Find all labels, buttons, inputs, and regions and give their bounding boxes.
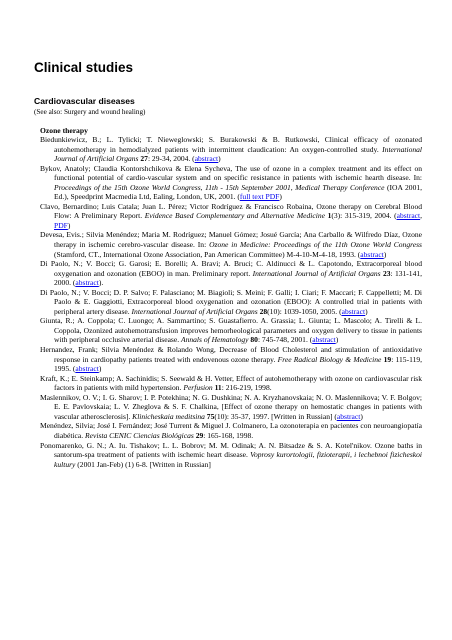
reference-text: Devesa, Evis.; Silvia Menéndez; Maria M. Rodríguez; Manuel Gómez; Josué García; Ana Carballo & Wilfredo Díaz, Ozone therapy in ischemic cerebro-vascular disease. In: xyxy=(40,230,422,250)
abstract-link[interactable]: abstract xyxy=(396,211,421,221)
reference-details: (2001 Jan-Feb) (1) 6-8. [Written in Russian] xyxy=(75,459,211,469)
reference-text: Maslennikov, O. V.; I. G. Sharov; I. P. Potekhina; N. G. Dushkina; N. A. Kryzhanovskaia; N. O. Maslennikova; V. F. Bolgov; E. E. Pavlovskaia; L. V. Zheglova & S. F. Chalkina, [Effect of ozone therapy on hemostatic changes in patients with vascular atherosclerosis]. xyxy=(40,392,422,421)
reference-end: ) xyxy=(383,249,387,259)
reference-text: Di Paolo, N.; V. Bocci; D. P. Salvo; F. Palasciano; M. Biagioli; S. Meini; F. Galli; I. Ciari; F. Maccari; F. Cappelletti; M. Di Paolo & E. Gaggiotti, Extracorporeal blood oxygenation and ozonation (EBOO): A controlled trial in patients with peripheral artery disease. xyxy=(40,287,422,316)
reference-details: (10): 35-37, 1997. [Written in Russian] ( xyxy=(214,411,337,421)
page-heading: Clinical studies xyxy=(34,60,134,75)
reference-end: ) xyxy=(279,192,282,202)
journal-title: International Journal of Artificial Organs xyxy=(54,144,422,164)
journal-title: Revista CENIC Ciencias Biológicas xyxy=(85,430,194,440)
reference-entry xyxy=(40,316,422,345)
reference-details: : 745-748, 2001. ( xyxy=(257,335,313,345)
reference-text: Bykov, Anatoly; Claudia Kontorshchikova & Elena Sycheva, The use of ozone in a complex treatment and its effect on functional potential of cardio-vascular system and on specific resistance in patients with ischemic hearth disease. In: xyxy=(40,163,422,183)
reference-details: : 115-119, 1995. ( xyxy=(54,354,423,374)
reference-end: ) xyxy=(365,306,368,316)
journal-title: Perfusion xyxy=(183,383,213,393)
reference-details: : 216-219, 1998. xyxy=(221,383,272,393)
reference-entry xyxy=(40,164,422,202)
separator: , xyxy=(420,211,423,221)
reference-entry xyxy=(40,259,422,288)
abstract-link[interactable]: full text PDF xyxy=(239,192,280,202)
volume: 19 xyxy=(381,354,392,364)
reference-entry xyxy=(40,135,422,164)
reference-entry xyxy=(40,374,422,393)
reference-text: Menéndez, Silvia; José I. Fernández; José Turrent & Miguel J. Colmanero, La ozonoterapia en pacientes con neuroangiopatía diabética. xyxy=(40,421,422,440)
reference-details: (3): 315-319, 2004. ( xyxy=(331,211,397,221)
volume: 80 xyxy=(248,335,258,345)
journal-title: Voprosy kurortologii, fizioterapii, i lechebnoi fizicheskoi kultury xyxy=(54,450,422,469)
journal-title: Klinicheskaia meditsina xyxy=(132,411,205,421)
reference-text: Di Paolo, N.; V. Bocci; G. Garosi; E. Borelli; A. Bravi; A. Bruci; C. Aldinucci & L. Capotondo, Extracorporeal blood oxygenation and ozonation (EBOO) in man. Preliminary report. xyxy=(40,259,422,278)
reference-details: : 131-141, 2000. ( xyxy=(54,268,422,288)
pdf-link[interactable]: PDF xyxy=(54,220,68,230)
volume: 1 xyxy=(324,211,332,221)
reference-entry xyxy=(40,441,422,470)
volume: 29 xyxy=(193,430,204,440)
journal-title: International Journal of Artificial Organs xyxy=(252,268,381,278)
reference-details: (Stamford, CT., International Ozone Association, Pan American Committee) M-4-10-M-4-18, 1993. ( xyxy=(54,249,361,259)
journal-title: Free Radical Biology & Medicine xyxy=(277,354,382,364)
journal-title: Annals of Hematology xyxy=(181,335,249,345)
journal-title: Ozone in Medicine: Proceedings of the 11th Ozone World Congress xyxy=(209,240,422,250)
reference-text: Kraft, K.; E. Steinkamp; A. Sachinidis; S. Seewald & H. Vetter, Effect of autohemotherapy with ozone on cardiovascular risk factors in patients with mild hypertension. xyxy=(40,373,422,393)
abstract-link[interactable]: abstract xyxy=(75,364,99,374)
reference-details: (IOA 2001, Ed.), Speedprint Macmedia Ltd, Ealing, London, UK, 2001. ( xyxy=(54,182,423,202)
journal-title: International Journal of Artificial Organs xyxy=(131,306,258,316)
section-title: Cardiovascular diseases xyxy=(34,96,135,106)
reference-entry xyxy=(40,421,422,440)
reference-end: ) xyxy=(218,154,221,164)
abstract-link[interactable]: abstract xyxy=(341,306,366,316)
abstract-link[interactable]: abstract xyxy=(336,411,361,421)
reference-text: Hernandez, Frank; Silvia Menéndez & Rolando Wong, Decrease of Blood Cholesterol and stimulation of antioxidative response in cardiopathy patients treated with endovenous ozone therapy. xyxy=(40,345,422,364)
reference-text: Biedunkiewicz, B.; L. Tylicki; T. Nieweglowski; S. Burakowski & B. Rutkowski, Clinical efficacy of ozonated autohemotherapy in hemodialyzed patients with intermittent claudication: An oxygen-controlled study. xyxy=(40,135,422,154)
reference-text: Clavo, Bernardino; Luis Catala; Juan L. Pérez; Victor Rodríguez & Francisco Robaina, Ozone therapy on Cerebral Blood Flow: A Preliminary Report. xyxy=(40,201,422,221)
abstract-link[interactable]: abstract xyxy=(312,335,336,345)
reference-text: Giunta, R.; A. Coppola; C. Luongo; A. Sammartino; S. Guastafierro. A. Grassia; L. Giunta; L. Mascolo; A. Tirelli & L. Coppola, Ozonized autohemotransfusion improves hemorheological parameters and oxygen delivery to tissue in patients with peripheral occlusive arterial disease. xyxy=(40,316,422,345)
reference-end: ) xyxy=(67,220,71,230)
reference-text: Ponomarenko, G. N.; A. Iu. Tishakov; L. L. Bobrov; M. M. Odinak; A. N. Bitsadze & S. A. Kotel'nikov. Ozone baths in santorum-spa treatment of patients with ischemic heart disease. xyxy=(40,440,422,460)
reference-details: : 29-34, 2004. ( xyxy=(147,154,195,164)
abstract-link[interactable]: abstract xyxy=(194,154,219,164)
volume: 11 xyxy=(212,383,222,393)
reference-entry xyxy=(40,288,422,317)
reference-end: ). xyxy=(98,278,104,288)
reference-entry xyxy=(40,345,422,374)
journal-title: Proceedings of the 15th Ozone World Congress, 11th - 15th September 2001, Medical Therapy Conference xyxy=(54,182,385,192)
reference-details: (10): 1039-1050, 2005. ( xyxy=(267,306,342,316)
journal-title: Evidence Based Complementary and Alternative Medicine xyxy=(144,211,325,221)
reference-entry xyxy=(40,202,422,231)
volume: 75 xyxy=(204,411,215,421)
reference-details: : 165-168, 1998. xyxy=(203,430,254,440)
abstract-link[interactable]: abstract xyxy=(360,249,384,259)
volume: 23 xyxy=(380,268,391,278)
reference-end: ) xyxy=(98,364,102,374)
reference-end: ) xyxy=(335,335,339,345)
abstract-link[interactable]: abstract xyxy=(75,278,99,288)
volume: 27 xyxy=(138,154,148,164)
reference-entry xyxy=(40,230,422,259)
see-also-note: (See also: Surgery and wound healing) xyxy=(34,108,146,116)
reference-end: ) xyxy=(360,411,363,421)
reference-list xyxy=(40,135,422,469)
reference-entry xyxy=(40,393,422,422)
volume: 28 xyxy=(257,306,268,316)
subsection-title: Ozone therapy xyxy=(40,126,88,135)
